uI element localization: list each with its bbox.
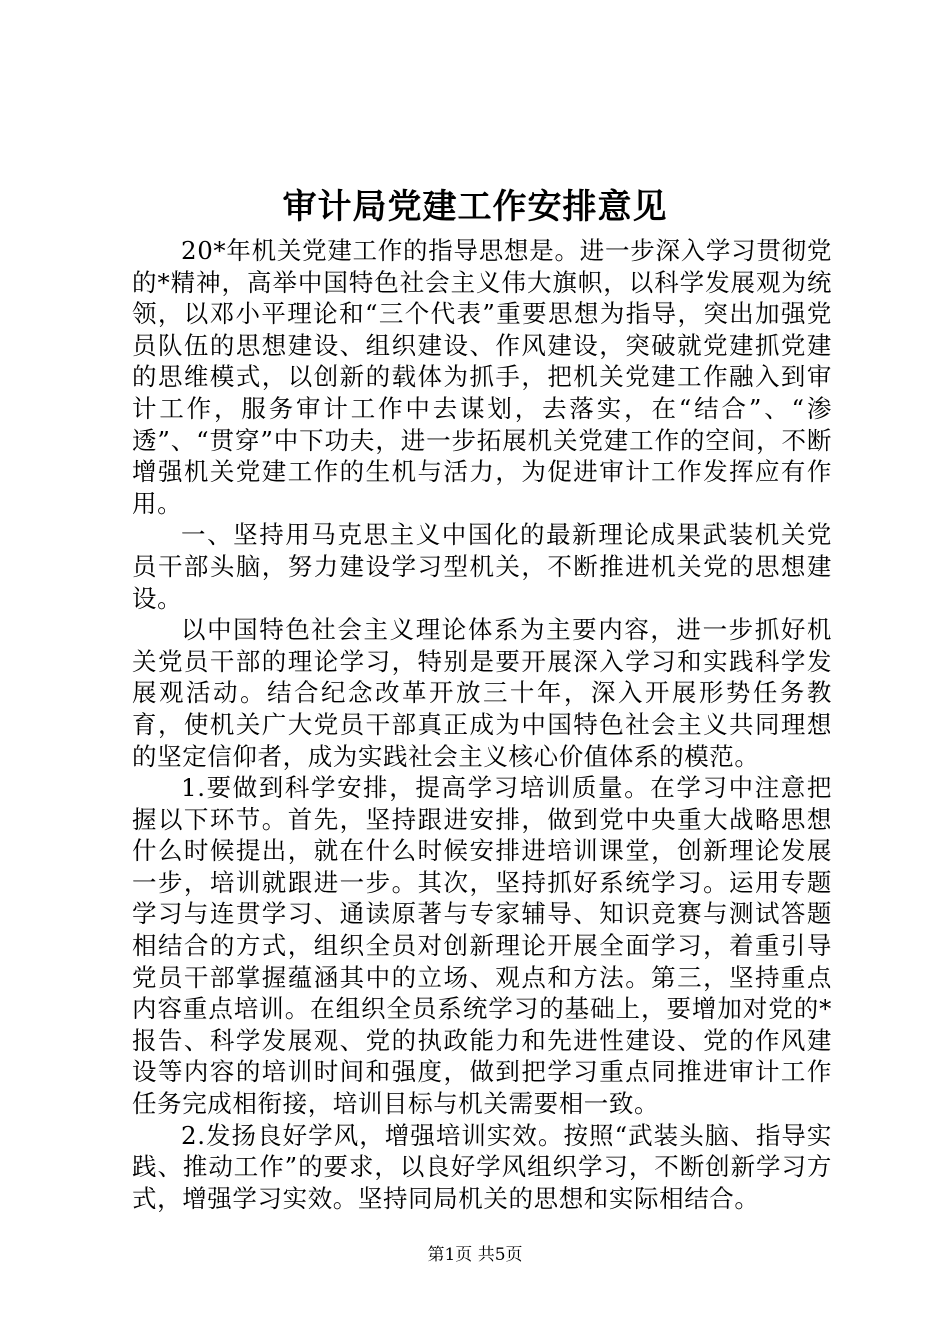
paragraph-item-2: 2.发扬良好学风，增强培训实效。按照“武装头脑、指导实践、推动工作”的要求，以良好学风组织学习，不断创新学习方式，增强学习实效。坚持同局机关的思想和实际相结合。 (132, 1120, 832, 1213)
paragraph-item-1: 1.要做到科学安排，提高学习培训质量。在学习中注意把握以下环节。首先，坚持跟进安排，做到党中央重大战略思想什么时候提出，就在什么时候安排进培训课堂，创新理论发展一步，培训就跟进一步。其次，坚持抓好系统学习。运用专题学习与连贯学习、通读原著与专家辅导、知识竞赛与测试答题相结合的方式，组织全员对创新理论开展全面学习，着重引导党员干部掌握蕴涵其中的立场、观点和方法。第三，坚持重点内容重点培训。在组织全员系统学习的基础上，要增加对党的*报告、科学发展观、党的执政能力和先进性建设、党的作风建设等内容的培训时间和强度，做到把学习重点同推进审计工作任务完成相衔接，培训目标与机关需要相一致。 (132, 773, 832, 1119)
document-body (132, 235, 832, 1214)
paragraph-theory-study: 以中国特色社会主义理论体系为主要内容，进一步抓好机关党员干部的理论学习，特别是要开展深入学习和实践科学发展观活动。结合纪念改革开放三十年，深入开展形势任务教育，使机关广大党员干部真正成为中国特色社会主义共同理想的坚定信仰者，成为实践社会主义核心价值体系的模范。 (132, 615, 832, 771)
document-title: 审计局党建工作安排意见 (282, 187, 668, 227)
paragraph-guiding-ideology: 20*年机关党建工作的指导思想是。进一步深入学习贯彻党的*精神，高举中国特色社会主义伟大旗帜，以科学发展观为统领，以邓小平理论和“三个代表”重要思想为指导，突出加强党员队伍的思想建设、组织建设、作风建设，突破就党建抓党建的思维模式，以创新的载体为抓手，把机关党建工作融入到审计工作，服务审计工作中去谋划，去落实，在“结合”、“渗透”、“贯穿”中下功夫，进一步拓展机关党建工作的空间，不断增强机关党建工作的生机与活力，为促进审计工作发挥应有作用。 (132, 236, 832, 518)
page-number-footer: 第1页 共5页 (427, 1245, 523, 1265)
paragraph-section-one-heading: 一、坚持用马克思主义中国化的最新理论成果武装机关党员干部头脑，努力建设学习型机关，不断推进机关党的思想建设。 (132, 520, 832, 613)
